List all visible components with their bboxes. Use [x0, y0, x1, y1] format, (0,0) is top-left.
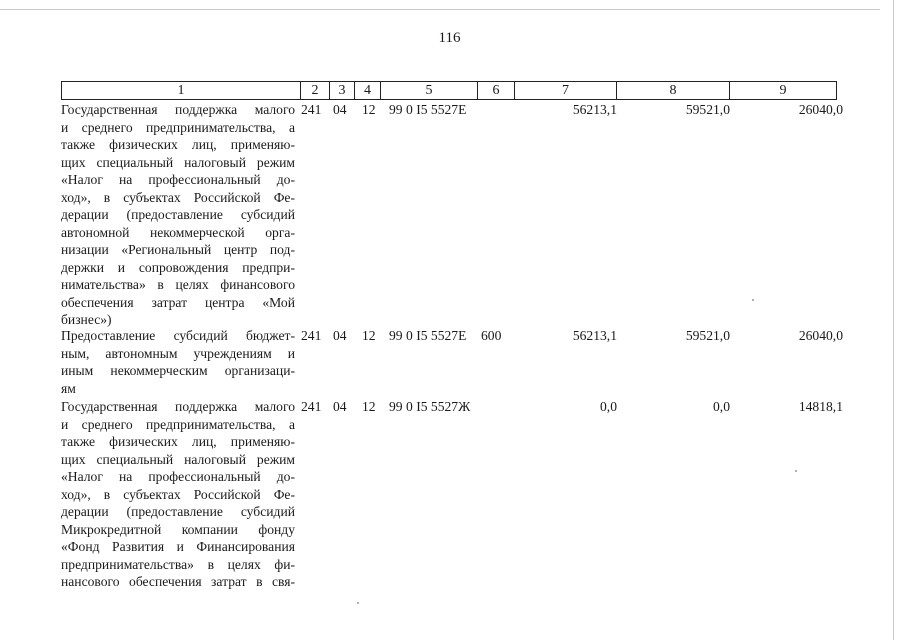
scan-speck [357, 602, 359, 604]
column-number-9: 9 [729, 82, 836, 99]
cell-target-article: 99 0 I5 5527Е [389, 102, 467, 117]
cell-subsection: 12 [362, 328, 376, 343]
column-number-1: 1 [177, 83, 185, 98]
table-row [61, 101, 845, 329]
description-line: нимательства» в целях финансового [61, 277, 295, 292]
cell-amount-col9: 26040,0 [798, 328, 843, 343]
description-line: низации «Региональный центр под- [61, 242, 295, 257]
description-line: Государственная поддержка малого [61, 102, 295, 117]
row-description [61, 101, 299, 329]
cell-ministry-code: 241 [301, 102, 322, 117]
cell-amount-col7: 56213,1 [572, 102, 617, 117]
column-number-8: 8 [616, 82, 729, 99]
page-number: 116 [438, 30, 461, 46]
cell-subsection: 12 [362, 399, 376, 414]
description-line: и среднего предпринимательства, а [61, 119, 295, 135]
cell-section: 04 [333, 328, 347, 343]
column-number-2: 2 [300, 82, 329, 99]
description-line: ным, автономным учреждениям и [61, 345, 295, 361]
cell-expense-type: 600 [481, 328, 502, 343]
row-description [61, 398, 299, 591]
description-line: также физических лиц, применяю- [61, 434, 295, 449]
description-line: ход», в субъектах Российской Фе- [61, 189, 295, 205]
description-line: щих специальный налоговый режим [61, 154, 295, 170]
scan-edge-top [0, 9, 880, 10]
cell-amount-col8: 0,0 [713, 399, 730, 414]
description-line: Микрокредитной компании фонду [61, 521, 295, 537]
description-line: «Налог на профессиональный до- [61, 469, 295, 484]
cell-amount-col7: 56213,1 [572, 328, 617, 343]
cell-section: 04 [333, 399, 347, 414]
cell-ministry-code: 241 [301, 328, 322, 343]
description-line: иным некоммерческим организаци- [61, 363, 295, 378]
row-description [61, 327, 299, 397]
column-number-7: 7 [514, 82, 616, 99]
description-line: «Фонд Развития и Финансирования [61, 539, 295, 554]
cell-target-article: 99 0 I5 5527Е [389, 328, 467, 343]
scan-edge-right [893, 0, 894, 640]
cell-ministry-code: 241 [301, 399, 322, 414]
cell-expense-type [481, 101, 517, 329]
cell-target-article: 99 0 I5 5527Ж [389, 399, 471, 414]
table-row [61, 327, 845, 397]
table-row [61, 398, 845, 591]
cell-section: 04 [333, 102, 347, 117]
column-number-5: 5 [380, 82, 477, 99]
description-line: автономной некоммерческой орга- [61, 224, 295, 240]
description-line: Предоставление субсидий бюджет- [61, 328, 295, 343]
description-line: ям [61, 380, 76, 396]
description-line: щих специальный налоговый режим [61, 451, 295, 467]
cell-subsection: 12 [362, 102, 376, 117]
column-number-3: 3 [329, 82, 354, 99]
column-number-4: 4 [354, 82, 380, 99]
description-line: «Налог на профессиональный до- [61, 172, 295, 187]
cell-amount-col8: 59521,0 [685, 102, 730, 117]
description-line: предпринимательства» в целях фи- [61, 556, 295, 572]
description-line: Государственная поддержка малого [61, 399, 295, 414]
cell-amount-col9: 26040,0 [798, 102, 843, 117]
column-number-6: 6 [477, 82, 514, 99]
description-line: ход», в субъектах Российской Фе- [61, 486, 295, 502]
cell-expense-type [481, 398, 517, 591]
description-line: и среднего предпринимательства, а [61, 416, 295, 432]
description-line: дерации (предоставление субсидий [61, 207, 295, 222]
description-line: бизнес») [61, 312, 112, 327]
cell-amount-col9: 14818,1 [798, 399, 843, 414]
cell-amount-col8: 59521,0 [685, 328, 730, 343]
cell-amount-col7: 0,0 [600, 399, 617, 414]
description-line: также физических лиц, применяю- [61, 137, 295, 152]
description-line: нансового обеспечения затрат в свя- [61, 574, 295, 589]
table-column-header [61, 81, 837, 100]
description-line: дерации (предоставление субсидий [61, 504, 295, 519]
description-line: держки и сопровождения предпри- [61, 259, 295, 275]
description-line: обеспечения затрат центра «Мой [61, 294, 295, 310]
